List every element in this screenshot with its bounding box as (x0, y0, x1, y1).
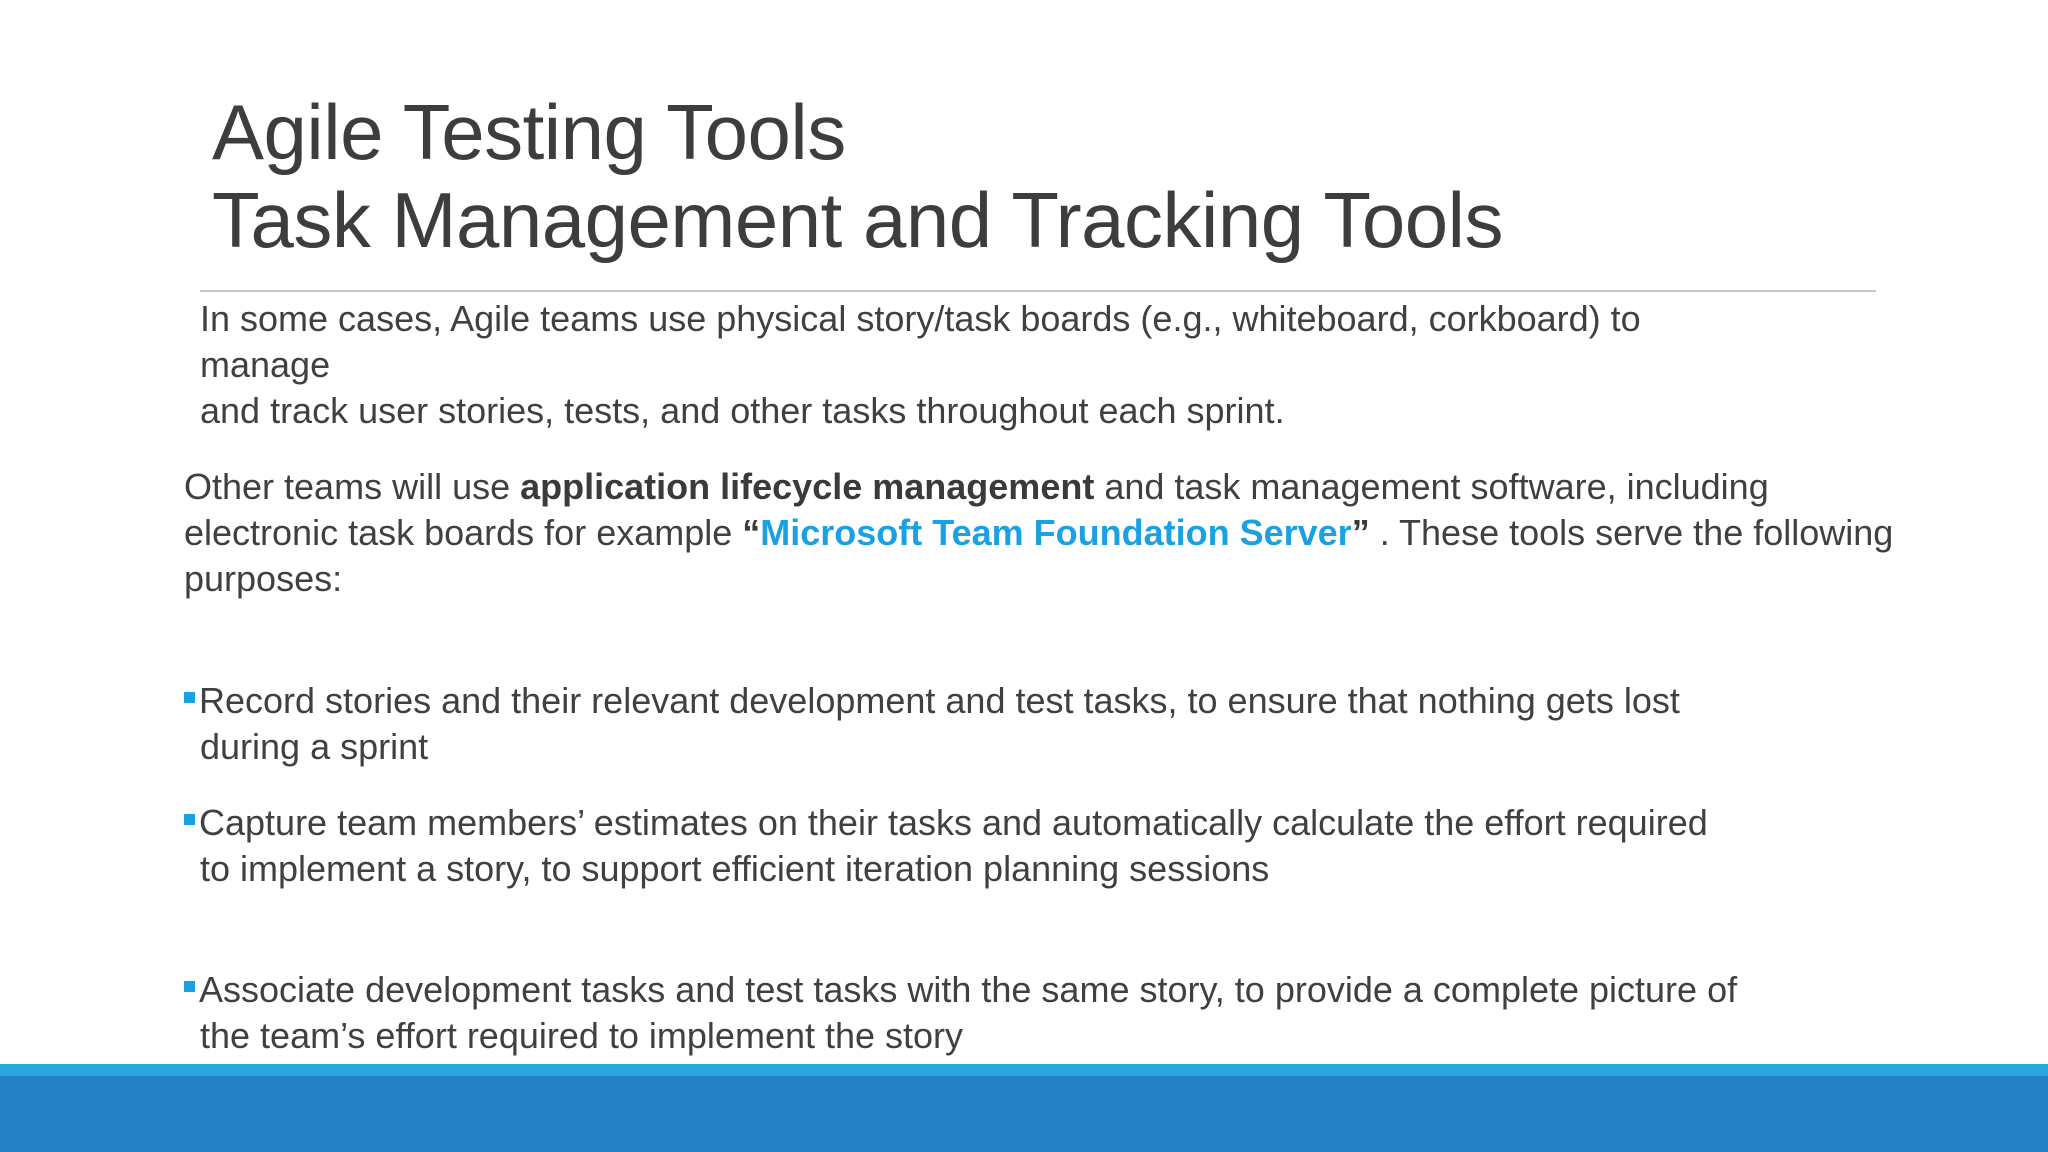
tools-text-b: and task management software, including electronic task boards for example (184, 466, 1769, 553)
tools-paragraph (184, 464, 1904, 602)
bullet-line-1: Capture team members’ estimates on their tasks and automatically calculate the effort required (199, 802, 1708, 843)
bullet-square-icon (184, 814, 195, 825)
title-line-2: Task Management and Tracking Tools (212, 176, 1503, 264)
bullet-line-2: during a sprint (200, 726, 429, 767)
intro-line-2: manage (200, 344, 331, 385)
alm-term: application lifecycle management (520, 466, 1095, 507)
bullet-square-icon (184, 981, 195, 992)
footer-bar (0, 1076, 2048, 1152)
quote-open: “ (742, 512, 761, 553)
bullet-line-1: Associate development tasks and test tasks with the same story, to provide a complete picture of (199, 969, 1738, 1010)
list-item (184, 967, 1904, 1059)
title-line-1: Agile Testing Tools (212, 88, 846, 176)
title-divider (200, 290, 1876, 292)
intro-line-1: In some cases, Agile teams use physical story/task boards (e.g., whiteboard, corkboard) to (200, 298, 1641, 339)
bullet-line-1: Record stories and their relevant development and test tasks, to ensure that nothing gets lost (199, 680, 1680, 721)
tools-text-c: . These tools serve the following purposes: (184, 512, 1894, 599)
intro-paragraph (200, 296, 1840, 434)
intro-line-3: and track user stories, tests, and other tasks throughout each sprint. (200, 390, 1285, 431)
tfs-link[interactable]: Microsoft Team Foundation Server (760, 512, 1352, 553)
tools-text-a: Other teams will use (184, 466, 521, 507)
footer-stripe (0, 1064, 2048, 1076)
bullet-line-2: to implement a story, to support efficient iteration planning sessions (200, 848, 1270, 889)
list-item (184, 800, 1904, 892)
bullet-square-icon (184, 692, 195, 703)
bullet-line-2: the team’s effort required to implement the story (200, 1015, 964, 1056)
quote-close: ” (1351, 512, 1370, 553)
list-item (184, 678, 1904, 770)
slide-title (212, 88, 1503, 264)
